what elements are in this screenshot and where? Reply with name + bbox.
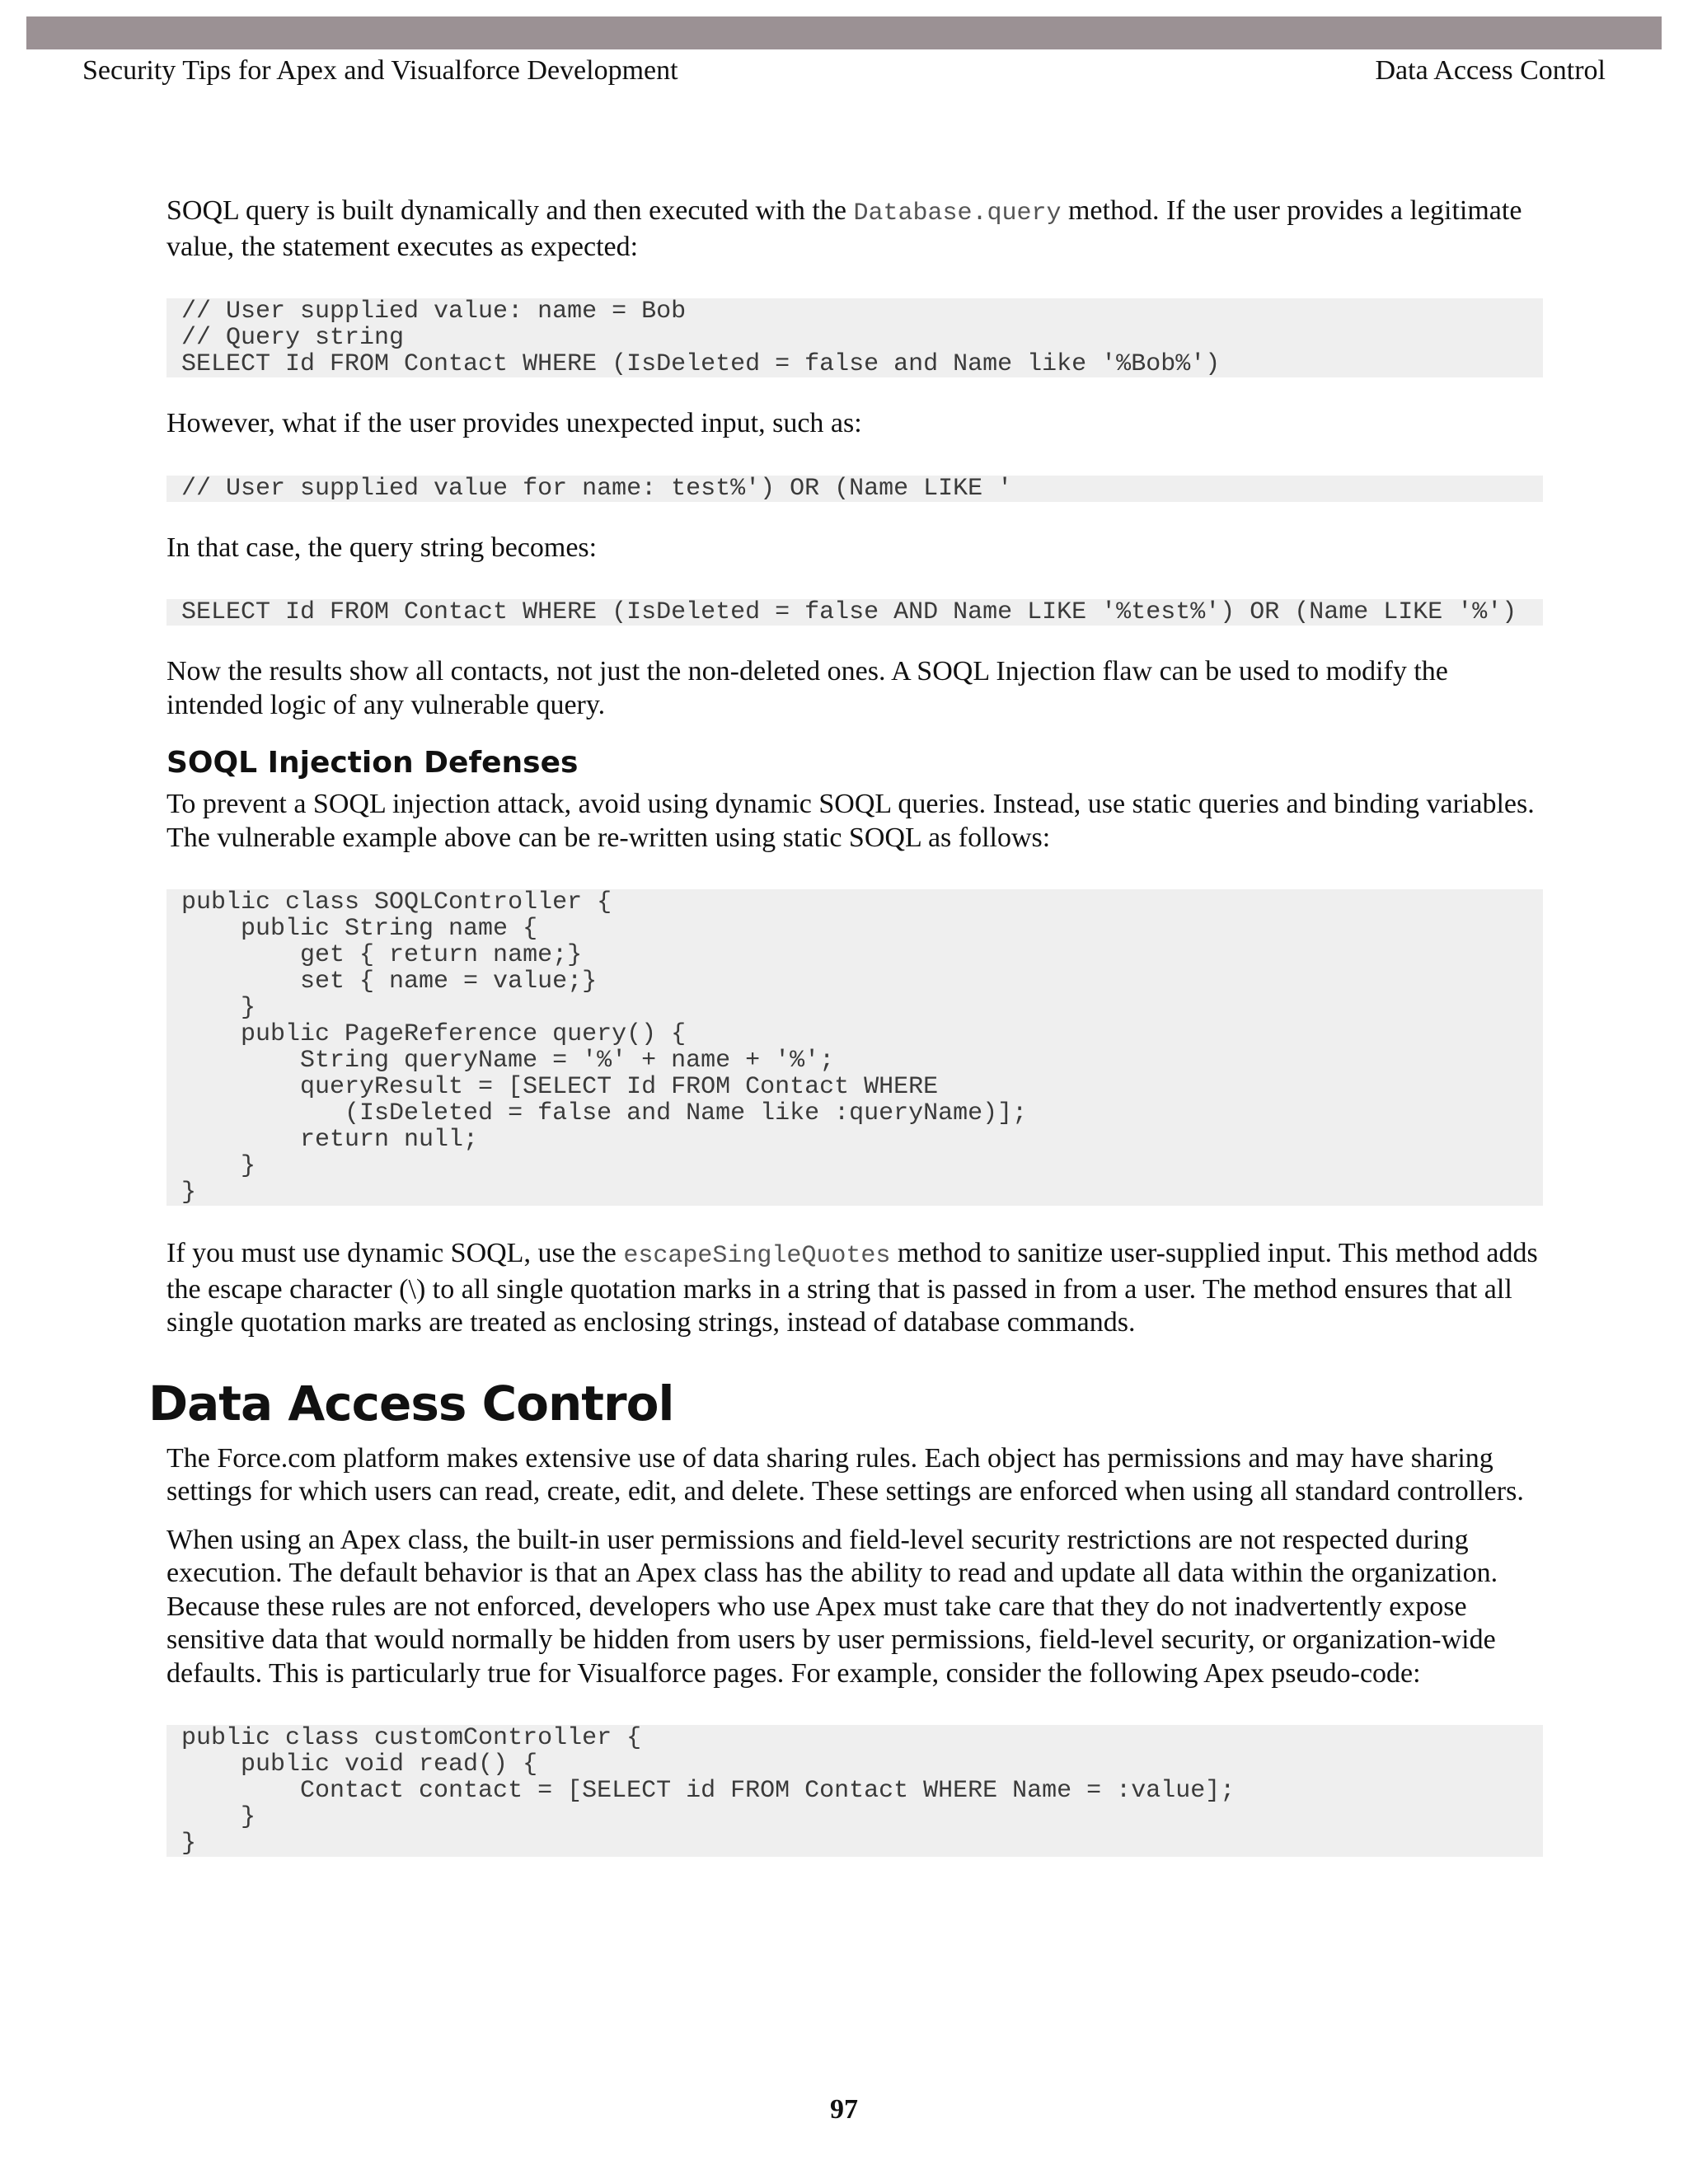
code-block-malicious-input: // User supplied value for name: test%') OR (Name LIKE ' — [166, 476, 1543, 502]
inline-code-database-query: Database.query — [853, 199, 1062, 227]
paragraph-soql-dynamic: SOQL query is built dynamically and then executed with the Database.query method. If the user provides a legitimate value, the statement executes as expected: — [166, 195, 1522, 262]
paragraph-escape-single-quotes: If you must use dynamic SOQL, use the escapeSingleQuotes method to sanitize user-supplied input. This method adds the escape character (\) to all single quotation marks in a string that is passed in from a user. The method ensures that all single quotation marks are treated as enclosing strings, instead of database commands. — [166, 1238, 1538, 1338]
code-block-expected-query: // User supplied value: name = Bob // Query string SELECT Id FROM Contact WHERE (IsDeleted = false and Name like '%Bob%') — [166, 298, 1543, 377]
paragraph-query-becomes: In that case, the query string becomes: — [166, 532, 598, 563]
inline-code-escape-single-quotes: escapeSingleQuotes — [623, 1242, 891, 1270]
paragraph-apex-permissions: When using an Apex class, the built-in user permissions and field-level security restrictions are not respected during execution. The default behavior is that an Apex class has the ability to read and update all data within the organization. Because these rules are not enforced, developers who use Apex must take care that they do not inadvertently expose sensitive data that would normally be hidden from users by user permissions, field-level security, or organization-wide defaults. This is particularly true for Visualforce pages. For example, consider the following Apex pseudo-code: — [166, 1524, 1498, 1689]
section-heading-data-access-control: Data Access Control — [148, 1375, 674, 1432]
page-body — [148, 194, 1543, 1857]
paragraph-sharing-rules: The Force.com platform makes extensive use of data sharing rules. Each object has permissions and may have sharing settings for which users can read, create, edit, and delete. These settings are enforced when using all standard controllers. — [166, 1442, 1524, 1507]
code-block-custom-controller: public class customController { public void read() { Contact contact = [SELECT id FROM Contact WHERE Name = :value]; } } — [166, 1725, 1543, 1857]
code-block-injected-query: SELECT Id FROM Contact WHERE (IsDeleted = false AND Name LIKE '%test%') OR (Name LIKE '%') — [166, 599, 1543, 626]
running-header-right: Data Access Control — [1375, 55, 1606, 86]
top-color-bar — [26, 16, 1662, 49]
running-header-left: Security Tips for Apex and Visualforce Development — [82, 55, 678, 86]
paragraph-unexpected-input: However, what if the user provides unexpected input, such as: — [166, 408, 862, 438]
code-block-static-soql-controller: public class SOQLController { public String name { get { return name;} set { name = value;} } public PageReference query() { String queryName = '%' + name + '%'; queryResult = [SELECT Id FROM Contact WHERE (IsDeleted = false and Name like :queryName)]; return null; } } — [166, 889, 1543, 1206]
paragraph-injection-flaw: Now the results show all contacts, not just the non-deleted ones. A SOQL Injection flaw can be used to modify the intended logic of any vulnerable query. — [166, 656, 1448, 720]
paragraph-prevent-injection: To prevent a SOQL injection attack, avoid using dynamic SOQL queries. Instead, use static queries and binding variables. The vulnerable example above can be re-written using static SOQL as follows: — [166, 789, 1535, 853]
subheading-soql-injection-defenses: SOQL Injection Defenses — [166, 746, 579, 780]
page-number: 97 — [830, 2094, 858, 2125]
